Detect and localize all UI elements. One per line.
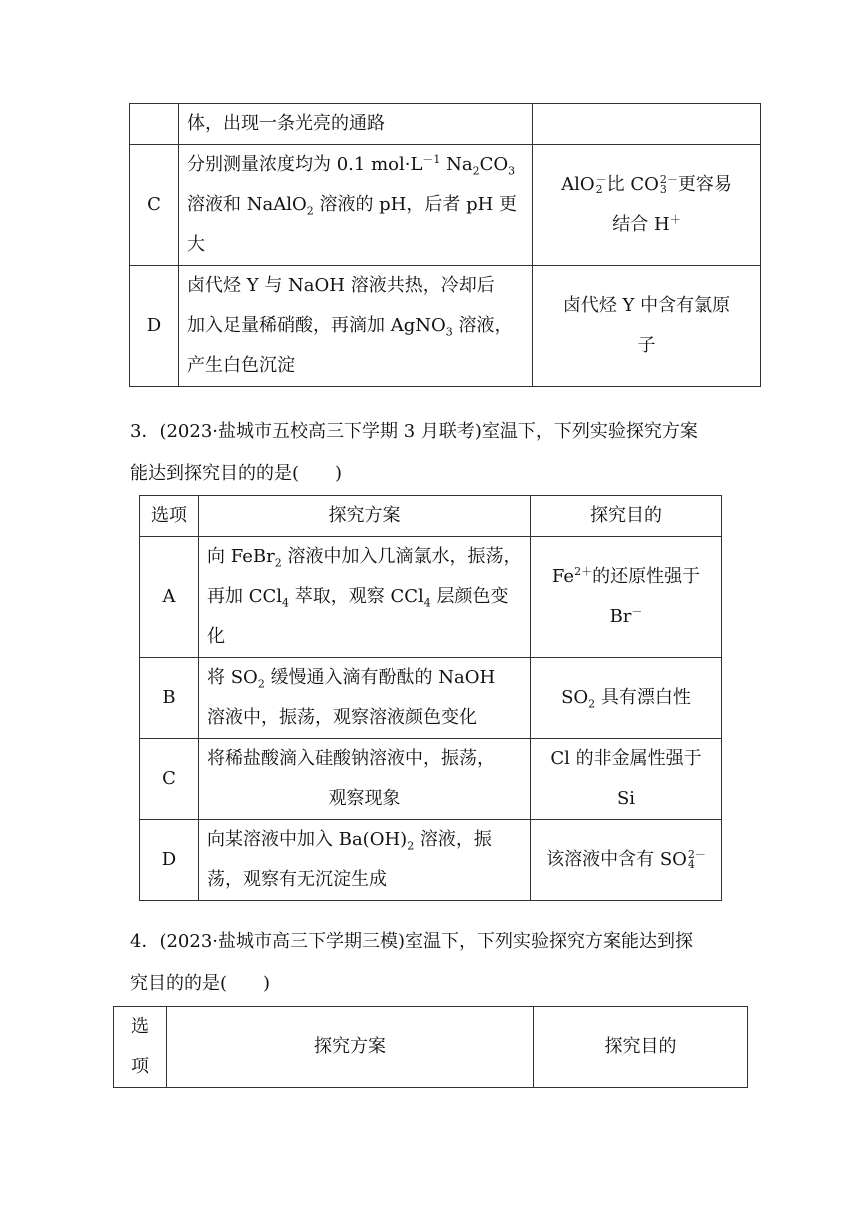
option-cell: D — [130, 266, 179, 387]
purpose-cell — [533, 104, 761, 145]
table-row — [140, 820, 722, 901]
plan-cell: 向某溶液中加入 $Ba(OH)_2$ 溶液，振 荡，观察有无沉淀生成 — [199, 820, 531, 901]
header-option: 选 项 — [114, 1007, 167, 1088]
option-cell — [130, 104, 179, 145]
plan-cell: 体，出现一条光亮的通路 — [179, 104, 533, 145]
table-header-row — [140, 496, 722, 537]
purpose-cell: $SO_2$ 具有漂白性 — [531, 658, 722, 739]
purpose-cell: AlO － 2 比 CO 2－ 3 更容易 结合 H＋ — [533, 145, 761, 266]
table-row — [140, 739, 722, 820]
option-cell: A — [140, 537, 199, 658]
header-purpose: 探究目的 — [534, 1007, 748, 1088]
table-row — [140, 537, 722, 658]
question-4-stem: 4．(2023·盐城市高三下学期三模)室温下，下列实验探究方案能达到探 究目的的是( ) — [130, 931, 694, 994]
table-row — [130, 145, 761, 266]
plan-cell: 将稀盐酸滴入硅酸钠溶液中，振荡， 观察现象 — [199, 739, 531, 820]
plan-cell: 卤代烃 Y 与 NaOH 溶液共热，冷却后 加入足量稀硝酸，再滴加 AgNO$_3$ 溶液， 产生白色沉淀 — [179, 266, 533, 387]
plan-cell: 分别测量浓度均为 0.1 $mol\cdot L^{-1}$ $Na_2CO_3$ 溶液和 NaAlO$_2$ 溶液的 pH，后者 pH 更 大 — [179, 145, 533, 266]
table-row — [140, 658, 722, 739]
header-option: 选项 — [140, 496, 199, 537]
table-continued — [129, 103, 761, 387]
header-plan: 探究方案 — [199, 496, 531, 537]
option-cell: B — [140, 658, 199, 739]
option-cell: C — [140, 739, 199, 820]
table-row — [130, 104, 761, 145]
table-header-row — [114, 1007, 748, 1088]
plan-cell: 向 FeBr$_2$ 溶液中加入几滴氯水，振荡， 再加 CCl$_4$ 萃取，观察 CCl$_4$ 层颜色变 化 — [199, 537, 531, 658]
purpose-cell: $Fe^{2+}$的还原性强于 Br－ — [531, 537, 722, 658]
plan-cell: 将 $SO_2$ 缓慢通入滴有酚酞的 NaOH 溶液中，振荡，观察溶液颜色变化 — [199, 658, 531, 739]
option-cell: C — [130, 145, 179, 266]
question-3-table — [139, 495, 722, 901]
purpose-cell: 该溶液中含有 SO 2－ 4 — [531, 820, 722, 901]
question-3-stem: 3．(2023·盐城市五校高三下学期 3 月联考)室温下，下列实验探究方案 能达到探究目的的是( ) — [130, 421, 698, 484]
table-row — [130, 266, 761, 387]
question-4-table — [113, 1006, 748, 1088]
option-cell: D — [140, 820, 199, 901]
header-plan: 探究方案 — [167, 1007, 534, 1088]
purpose-cell: Cl 的非金属性强于 Si — [531, 739, 722, 820]
header-purpose: 探究目的 — [531, 496, 722, 537]
purpose-cell: 卤代烃 Y 中含有氯原 子 — [533, 266, 761, 387]
